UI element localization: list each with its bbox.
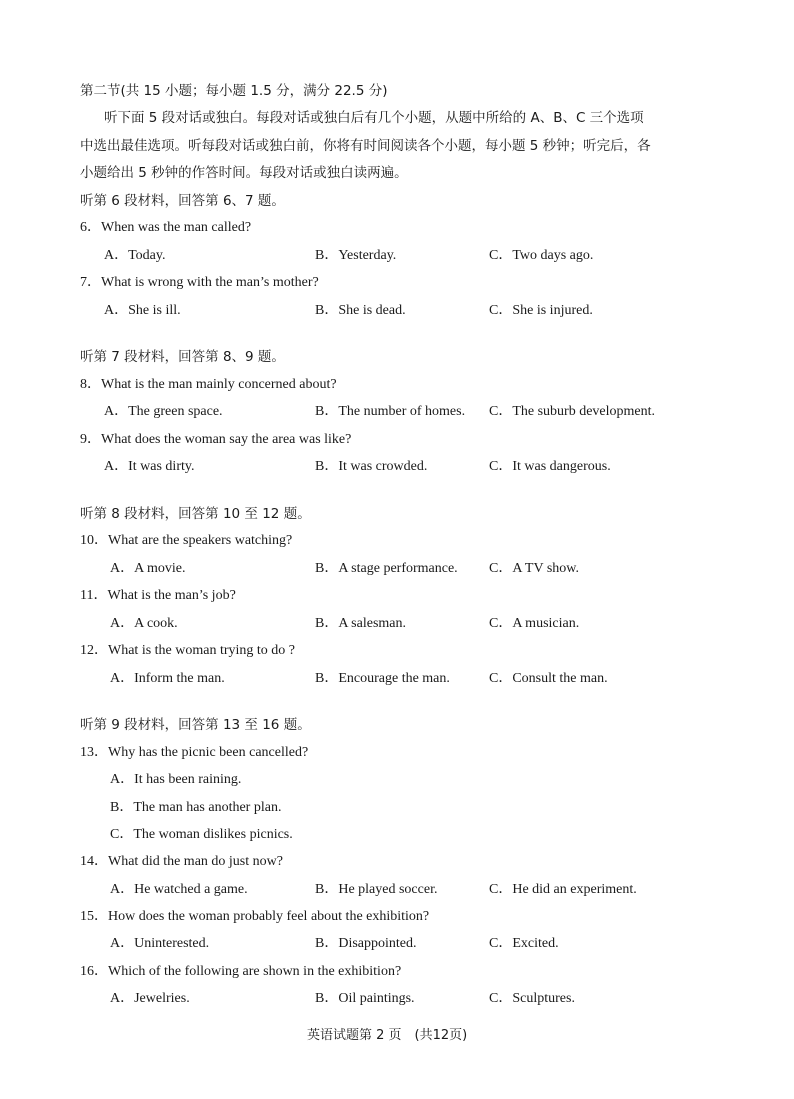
option-14c: C．He did an experiment. bbox=[489, 882, 637, 897]
group-heading-9: 听第 9 段材料，回答第 13 至 16 题。 bbox=[80, 717, 311, 733]
instruction-line-3: 小题给出 5 秒钟的作答时间。每段对话或独白读两遍。 bbox=[80, 165, 408, 181]
question-14 bbox=[80, 853, 283, 871]
option-9b: B．It was crowded. bbox=[315, 459, 428, 474]
question-12 bbox=[80, 642, 295, 660]
option-6b: B．Yesterday. bbox=[315, 248, 397, 263]
question-7 bbox=[80, 274, 319, 292]
question-15 bbox=[80, 908, 429, 926]
question-number: 7． bbox=[80, 275, 101, 290]
option-16c: C．Sculptures. bbox=[489, 991, 575, 1006]
option-6c: C．Two days ago. bbox=[489, 248, 594, 263]
option-15a: A．Uninterested. bbox=[110, 936, 210, 951]
option-7a: A．She is ill. bbox=[104, 303, 181, 318]
question-number: 16． bbox=[80, 964, 108, 979]
question-number: 6． bbox=[80, 220, 101, 235]
question-text: What is wrong with the man’s mother? bbox=[101, 275, 319, 290]
option-14a: A．He watched a game. bbox=[110, 882, 248, 897]
option-12b: B．Encourage the man. bbox=[315, 671, 450, 686]
option-8a: A．The green space. bbox=[104, 404, 223, 419]
page-footer: 英语试题第 2 页 (共12页) bbox=[307, 1028, 468, 1043]
option-7c: C．She is injured. bbox=[489, 303, 593, 318]
instruction-line-1: 听下面 5 段对话或独白。每段对话或独白后有几个小题，从题中所给的 A、B、C 三个选项 bbox=[104, 110, 644, 126]
question-6 bbox=[80, 219, 251, 237]
question-text: What does the woman say the area was like? bbox=[101, 432, 352, 447]
question-number: 14． bbox=[80, 854, 108, 869]
option-11a: A．A cook. bbox=[110, 616, 178, 631]
group-heading-6: 听第 6 段材料，回答第 6、7 题。 bbox=[80, 193, 285, 209]
option-10c: C．A TV show. bbox=[489, 561, 579, 576]
option-8c: C．The suburb development. bbox=[489, 404, 656, 419]
option-13c: C．The woman dislikes picnics. bbox=[110, 827, 293, 842]
option-7b: B．She is dead. bbox=[315, 303, 406, 318]
group-heading-7: 听第 7 段材料，回答第 8、9 题。 bbox=[80, 349, 285, 365]
option-14b: B．He played soccer. bbox=[315, 882, 438, 897]
option-16b: B．Oil paintings. bbox=[315, 991, 415, 1006]
option-16a: A．Jewelries. bbox=[110, 991, 190, 1006]
section-title: 第二节(共 15 小题；每小题 1.5 分，满分 22.5 分) bbox=[80, 83, 388, 99]
option-13a: A．It has been raining. bbox=[110, 772, 242, 787]
option-15b: B．Disappointed. bbox=[315, 936, 417, 951]
question-number: 15． bbox=[80, 909, 108, 924]
instruction-line-2: 中选出最佳选项。听每段对话或独白前，你将有时间阅读各个小题，每小题 5 秒钟；听完后，各 bbox=[80, 138, 651, 154]
question-text: What is the man’s job? bbox=[107, 588, 236, 603]
question-16 bbox=[80, 963, 401, 981]
question-text: When was the man called? bbox=[101, 220, 252, 235]
question-13 bbox=[80, 744, 308, 762]
option-12c: C．Consult the man. bbox=[489, 671, 608, 686]
option-13b: B．The man has another plan. bbox=[110, 800, 282, 815]
question-text: What did the man do just now? bbox=[108, 854, 283, 869]
option-9a: A．It was dirty. bbox=[104, 459, 195, 474]
question-8 bbox=[80, 376, 337, 394]
option-15c: C．Excited. bbox=[489, 936, 559, 951]
question-text: What is the woman trying to do ? bbox=[108, 643, 296, 658]
question-number: 12． bbox=[80, 643, 108, 658]
option-8b: B．The number of homes. bbox=[315, 404, 466, 419]
option-10a: A．A movie. bbox=[110, 561, 186, 576]
question-number: 13． bbox=[80, 745, 108, 760]
question-text: How does the woman probably feel about the exhibition? bbox=[108, 909, 430, 924]
question-number: 8． bbox=[80, 377, 101, 392]
question-9 bbox=[80, 431, 351, 449]
question-11 bbox=[80, 587, 236, 605]
option-9c: C．It was dangerous. bbox=[489, 459, 611, 474]
option-11b: B．A salesman. bbox=[315, 616, 406, 631]
option-12a: A．Inform the man. bbox=[110, 671, 225, 686]
question-text: What is the man mainly concerned about? bbox=[101, 377, 337, 392]
question-text: What are the speakers watching? bbox=[108, 533, 293, 548]
question-number: 9． bbox=[80, 432, 101, 447]
question-text: Why has the picnic been cancelled? bbox=[108, 745, 309, 760]
question-text: Which of the following are shown in the exhibition? bbox=[108, 964, 402, 979]
option-10b: B．A stage performance. bbox=[315, 561, 458, 576]
question-number: 11． bbox=[80, 588, 108, 603]
group-heading-8: 听第 8 段材料，回答第 10 至 12 题。 bbox=[80, 506, 311, 522]
option-6a: A．Today. bbox=[104, 248, 166, 263]
question-10 bbox=[80, 532, 292, 550]
option-11c: C．A musician. bbox=[489, 616, 580, 631]
question-number: 10． bbox=[80, 533, 108, 548]
